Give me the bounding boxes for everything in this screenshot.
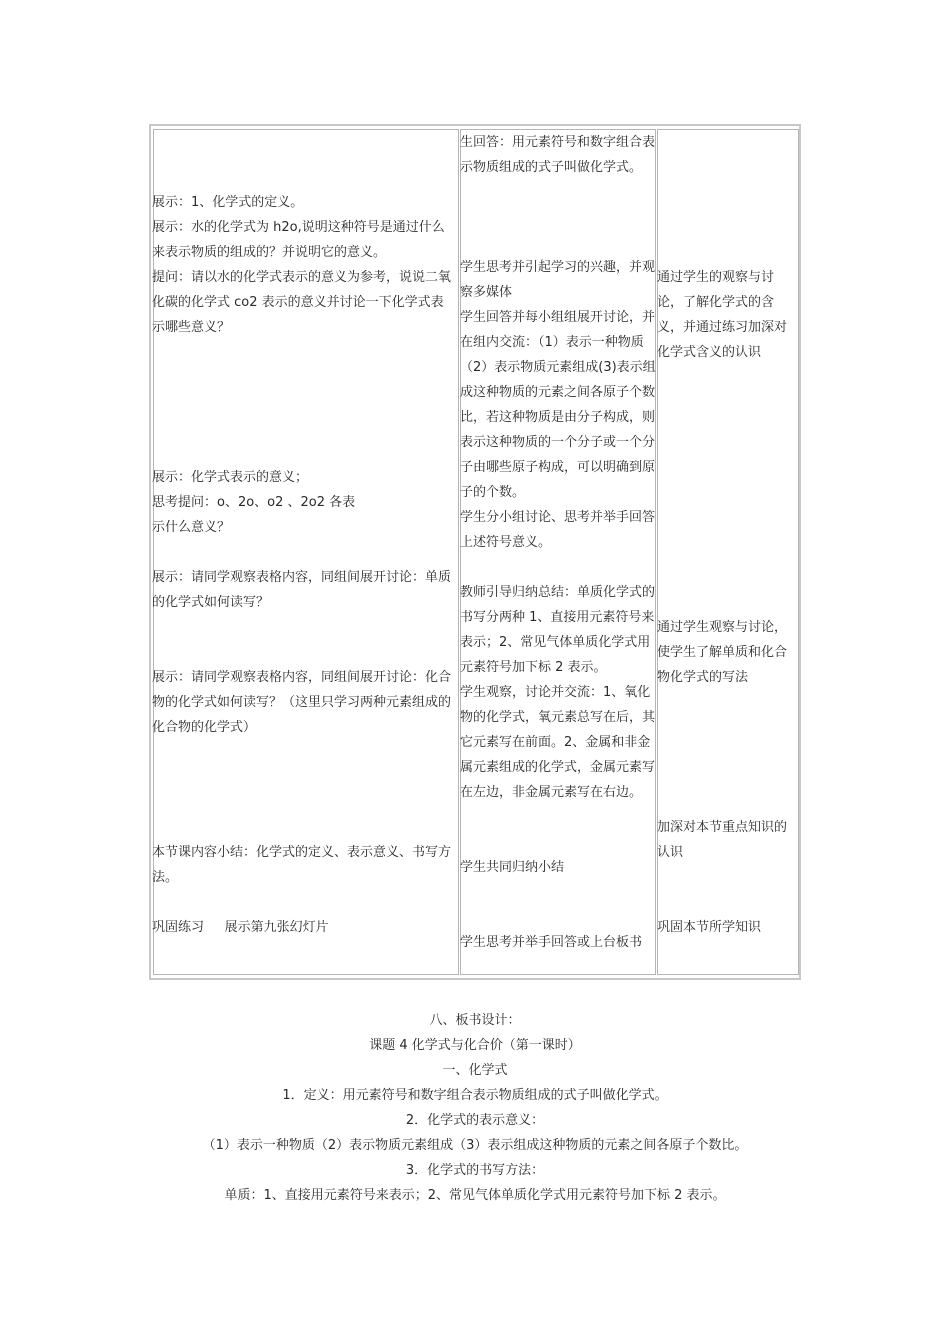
board-line-meaning-title: 2．化学式的表示意义：	[405, 1113, 545, 1128]
teacher-text-5: 思考提问：o、2o、o2 、2o2 各表	[152, 495, 356, 510]
student-text-2: 学生思考并引起学习的兴趣，并观察多媒体	[460, 260, 656, 300]
student-text-7: 学生共同归纳小结	[460, 860, 565, 875]
intent-text-1: 通过学生的观察与讨论，了解化学式的含义，并通过练习加深对化学式含义的认识	[657, 270, 788, 360]
board-title: 课题 4 化学式与化合价（第一课时）	[369, 1038, 581, 1053]
student-text-3: 学生回答并每小组组展开讨论，并在组内交流：（1）表示一种物质（2）表示物质元素组成(3)表示组成这种物质的元素之间各原子个数比，若这种物质是由分子构成，则表示这种物质的一个分子或一个分子由哪些原子构成，可以明确到原子的个数。	[460, 310, 656, 500]
teacher-text-1: 展示：1、化学式的定义。	[152, 195, 304, 210]
intent-text-4: 巩固本节所学知识	[657, 920, 762, 935]
student-text-1: 生回答：用元素符号和数字组合表示物质组成的式子叫做化学式。	[460, 135, 656, 175]
teacher-text-10: 巩固练习 展示第九张幻灯片	[152, 920, 329, 935]
board-section: 一、化学式	[442, 1063, 508, 1078]
teacher-text-4: 展示：化学式表示的意义；	[152, 470, 309, 485]
student-text-5: 教师引导归纳总结：单质化学式的书写分两种 1、直接用元素符号来表示；2、常见气体单质化学式用元素符号加下标 2 表示。	[460, 585, 656, 675]
board-line-writing: 单质：1、直接用元素符号来表示；2、常见气体单质化学式用元素符号加下标 2 表示。	[224, 1188, 726, 1203]
teacher-text-8: 展示：请同学观察表格内容，同组间展开讨论：化合物的化学式如何读写？（这里只学习两种元素组成的化合物的化学式）	[152, 670, 452, 735]
teacher-text-7: 展示：请同学观察表格内容，同组间展开讨论：单质的化学式如何读写？	[152, 570, 452, 610]
student-text-6: 学生观察，讨论并交流：1、氧化物的化学式，氧元素总写在后，其它元素写在前面。2、金属和非金属元素组成的化学式，金属元素写在左边，非金属元素写在右边。	[460, 685, 656, 800]
student-text-8: 学生思考并举手回答或上台板书	[460, 935, 643, 950]
board-line-meaning: （1）表示一种物质（2）表示物质元素组成（3）表示组成这种物质的元素之间各原子个数比。	[202, 1138, 748, 1153]
board-line-definition: 1．定义：用元素符号和数字组合表示物质组成的式子叫做化学式。	[282, 1088, 668, 1103]
intent-text-2: 通过学生观察与讨论，使学生了解单质和化合物化学式的写法	[657, 620, 788, 685]
intent-text-3: 加深对本节重点知识的认识	[657, 820, 788, 860]
student-text-4: 学生分小组讨论、思考并举手回答上述符号意义。	[460, 510, 656, 550]
board-line-writing-title: 3．化学式的书写方法：	[405, 1163, 545, 1178]
teacher-text-2: 展示：水的化学式为 h2o,说明这种符号是通过什么来表示物质的组成的？并说明它的意义。	[152, 220, 445, 260]
board-design	[0, 1008, 950, 1208]
teacher-text-9: 本节课内容小结：化学式的定义、表示意义、书写方法。	[152, 845, 452, 885]
board-heading: 八、板书设计：	[429, 1013, 521, 1028]
teacher-text-3: 提问：请以水的化学式表示的意义为参考，说说二氧化碳的化学式 co2 表示的意义并讨论一下化学式表示哪些意义？	[152, 270, 452, 335]
teacher-text-6: 示什么意义？	[152, 520, 231, 535]
